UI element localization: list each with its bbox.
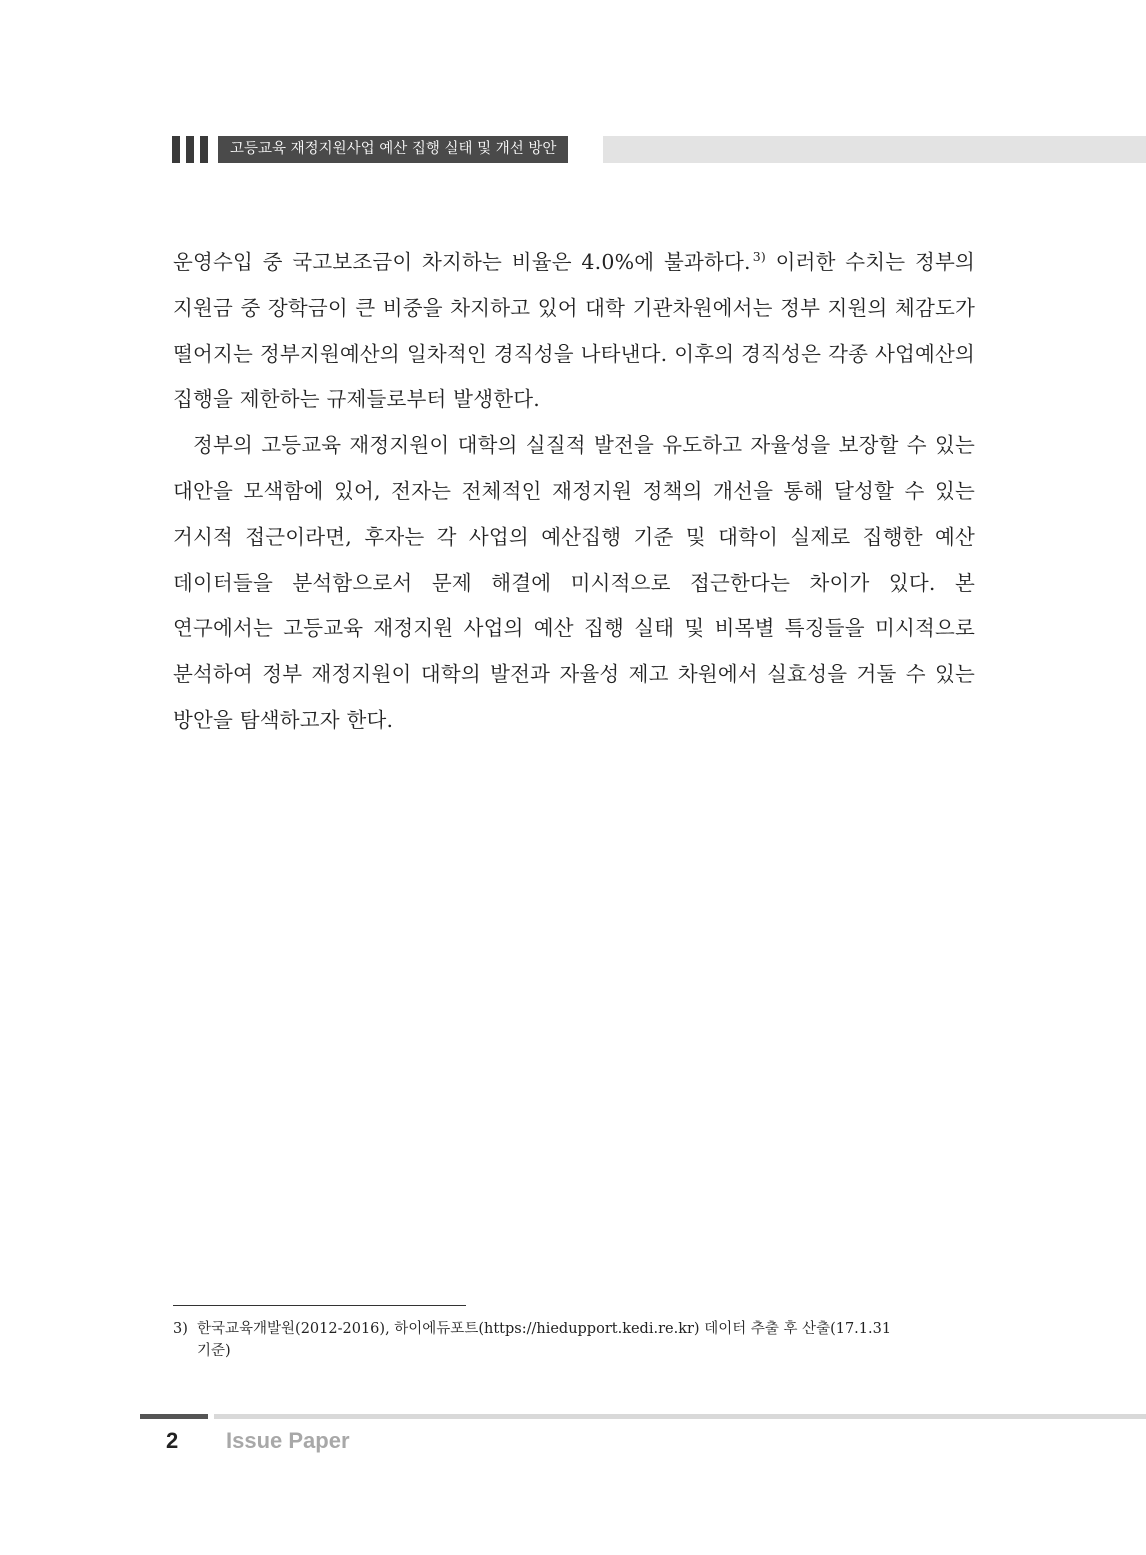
footnote	[173, 1318, 985, 1362]
paragraph-1-text-a: 운영수입 중 국고보조금이 차지하는 비율은 4.0%에 불과하다.	[173, 250, 751, 274]
body-text	[173, 234, 975, 744]
footer-rule-dark	[140, 1414, 208, 1419]
page-number: 2	[166, 1428, 179, 1453]
header-rule	[603, 136, 1146, 163]
header-bar-2	[186, 136, 194, 163]
paragraph-1	[173, 234, 975, 423]
footnote-text: 한국교육개발원(2012-2016), 하이에듀포트(https://hiedupport.kedi.re.kr) 데이터 추출 후 산출(17.1.31	[197, 1321, 892, 1337]
footnote-rule	[173, 1305, 466, 1306]
footnote-reference: 3)	[752, 249, 766, 264]
header-bar-1	[172, 136, 180, 163]
footnote-number: 3)	[173, 1321, 188, 1337]
paragraph-1-text-b: 이러한 수치는 정부의 지원금 중 장학금이 큰 비중을 차지하고 있어 대학 기관차원에서는 정부 지원의 체감도가 떨어지는 정부지원예산의 일차적인 경직성을 나타낸다. 이후의 경직성은 각종 사업예산의 집행을 제한하는 규제들로부터 발생한다.	[173, 250, 975, 412]
paragraph-2: 정부의 고등교육 재정지원이 대학의 실질적 발전을 유도하고 자율성을 보장할 수 있는 대안을 모색함에 있어, 전자는 전체적인 재정지원 정책의 개선을 통해 달성할 수 있는 거시적 접근이라면, 후자는 각 사업의 예산집행 기준 및 대학이 실제로 집행한 예산 데이터들을 분석함으로서 문제 해결에 미시적으로 접근한다는 차이가 있다. 본 연구에서는 고등교육 재정지원 사업의 예산 집행 실태 및 비목별 특징들을 미시적으로 분석하여 정부 재정지원이 대학의 발전과 자율성 제고 차원에서 실효성을 거둘 수 있는 방안을 탐색하고자 한다.	[173, 433, 975, 732]
header-bar-3	[200, 136, 208, 163]
running-header-title: 고등교육 재정지원사업 예산 집행 실태 및 개선 방안	[218, 136, 568, 163]
header-bars	[172, 136, 217, 163]
footnote-line-1	[173, 1318, 985, 1340]
footer-rule-light	[214, 1414, 1146, 1419]
footnote-line-2: 기준)	[197, 1343, 231, 1359]
publication-name: Issue Paper	[226, 1428, 350, 1453]
